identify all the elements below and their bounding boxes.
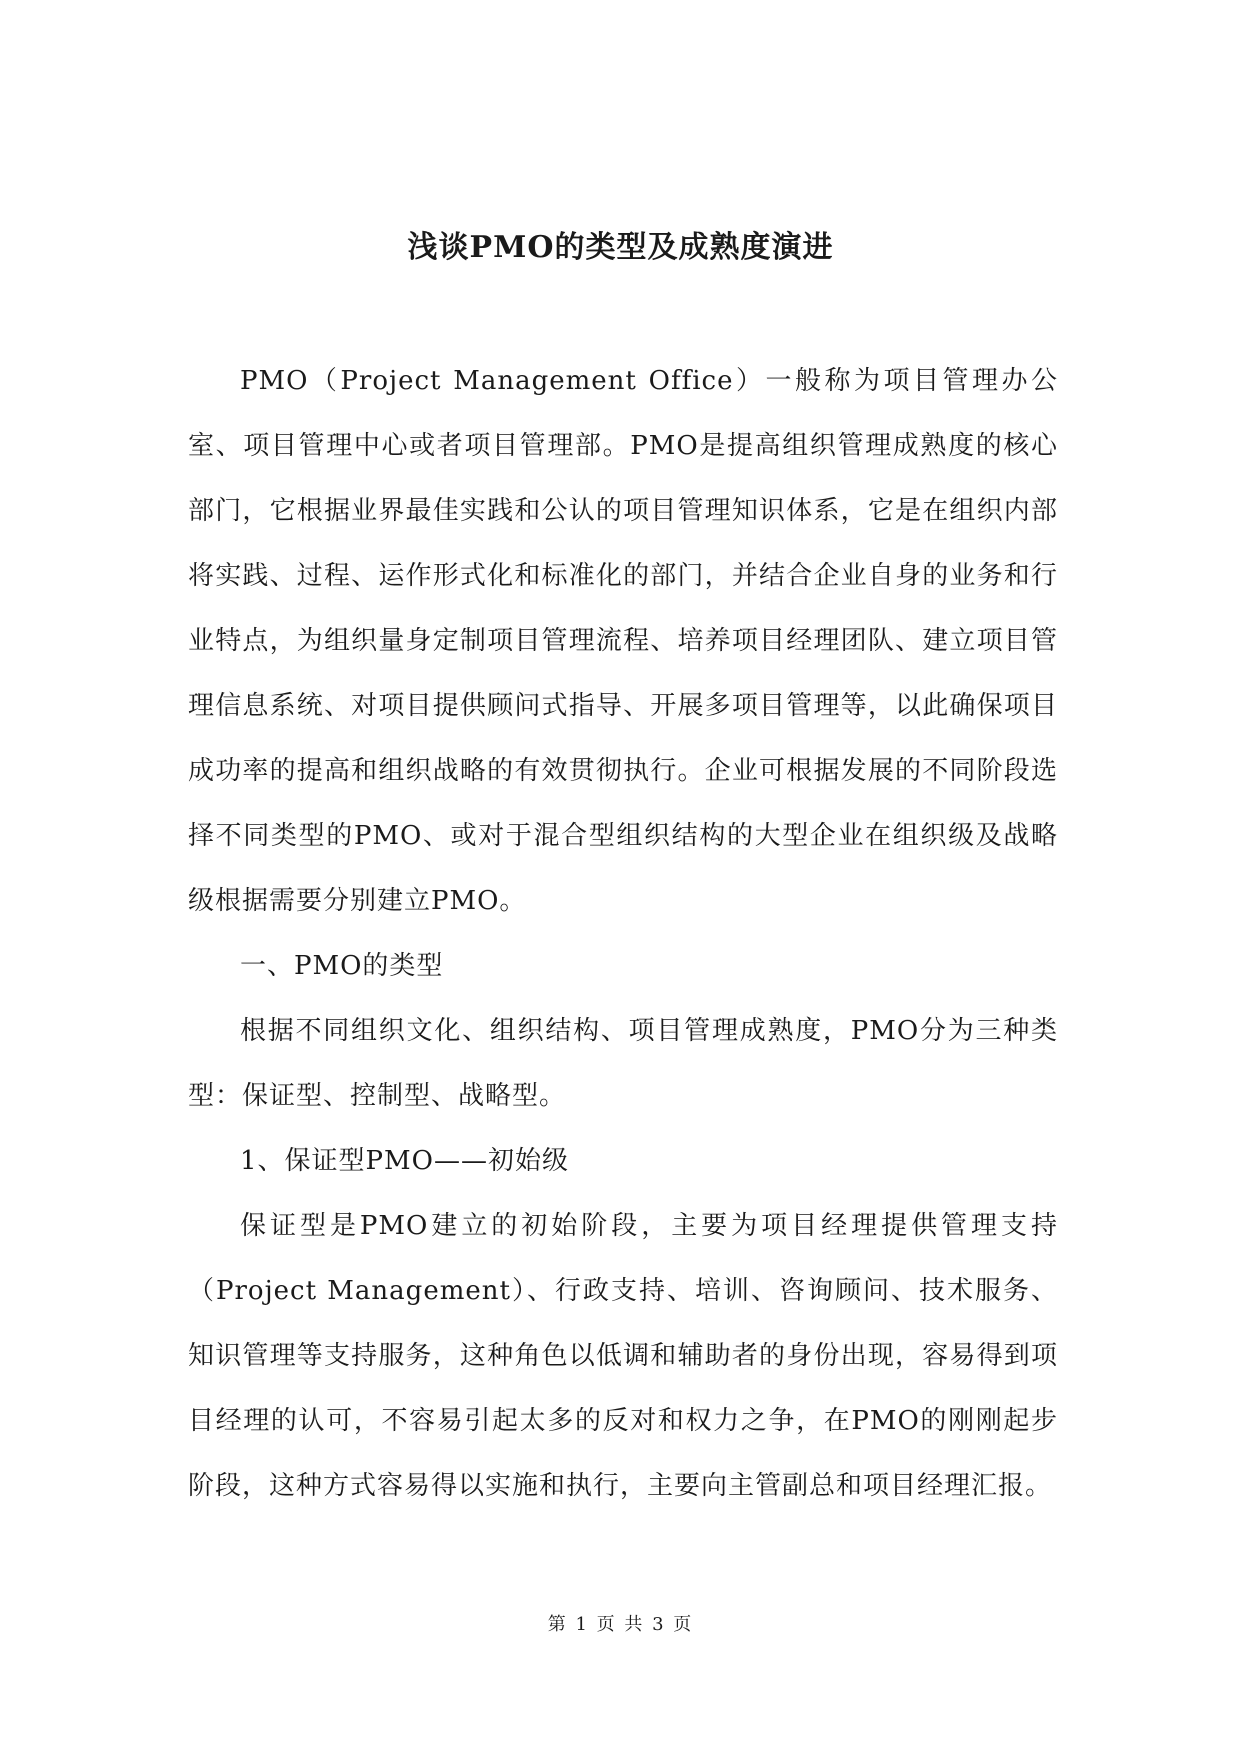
paragraph-assurance-pmo: 保证型是PMO建立的初始阶段，主要为项目经理提供管理支持（Project Management）、行政支持、培训、咨询顾问、技术服务、知识管理等支持服务，这种角色以低调和辅助者的身份出现，容易得到项目经理的认可，不容易引起太多的反对和权力之争，在PMO的刚刚起步阶段，这种方式容易得以实施和执行，主要向主管副总和项目经理汇报。	[188, 1211, 1058, 1501]
paragraph-intro: PMO（Project Management Office）一般称为项目管理办公室、项目管理中心或者项目管理部。PMO是提高组织管理成熟度的核心部门，它根据业界最佳实践和公认的项目管理知识体系，它是在组织内部将实践、过程、运作形式化和标准化的部门，并结合企业自身的业务和行业特点，为组织量身定制项目管理流程、培养项目经理团队、建立项目管理信息系统、对项目提供顾问式指导、开展多项目管理等，以此确保项目成功率的提高和组织战略的有效贯彻执行。企业可根据发展的不同阶段选择不同类型的PMO、或对于混合型组织结构的大型企业在组织级及战略级根据需要分别建立PMO。	[188, 366, 1058, 916]
paragraph-types-overview: 根据不同组织文化、组织结构、项目管理成熟度，PMO分为三种类型：保证型、控制型、战略型。	[188, 1016, 1058, 1111]
section-heading-pmo-types: 一、PMO的类型	[240, 951, 444, 981]
subsection-heading-assurance-pmo: 1、保证型PMO——初始级	[240, 1146, 569, 1176]
page-footer: 第 1 页 共 3 页	[547, 1614, 694, 1635]
document-body	[188, 349, 1058, 1519]
document-title: 浅谈PMO的类型及成熟度演进	[407, 230, 834, 265]
